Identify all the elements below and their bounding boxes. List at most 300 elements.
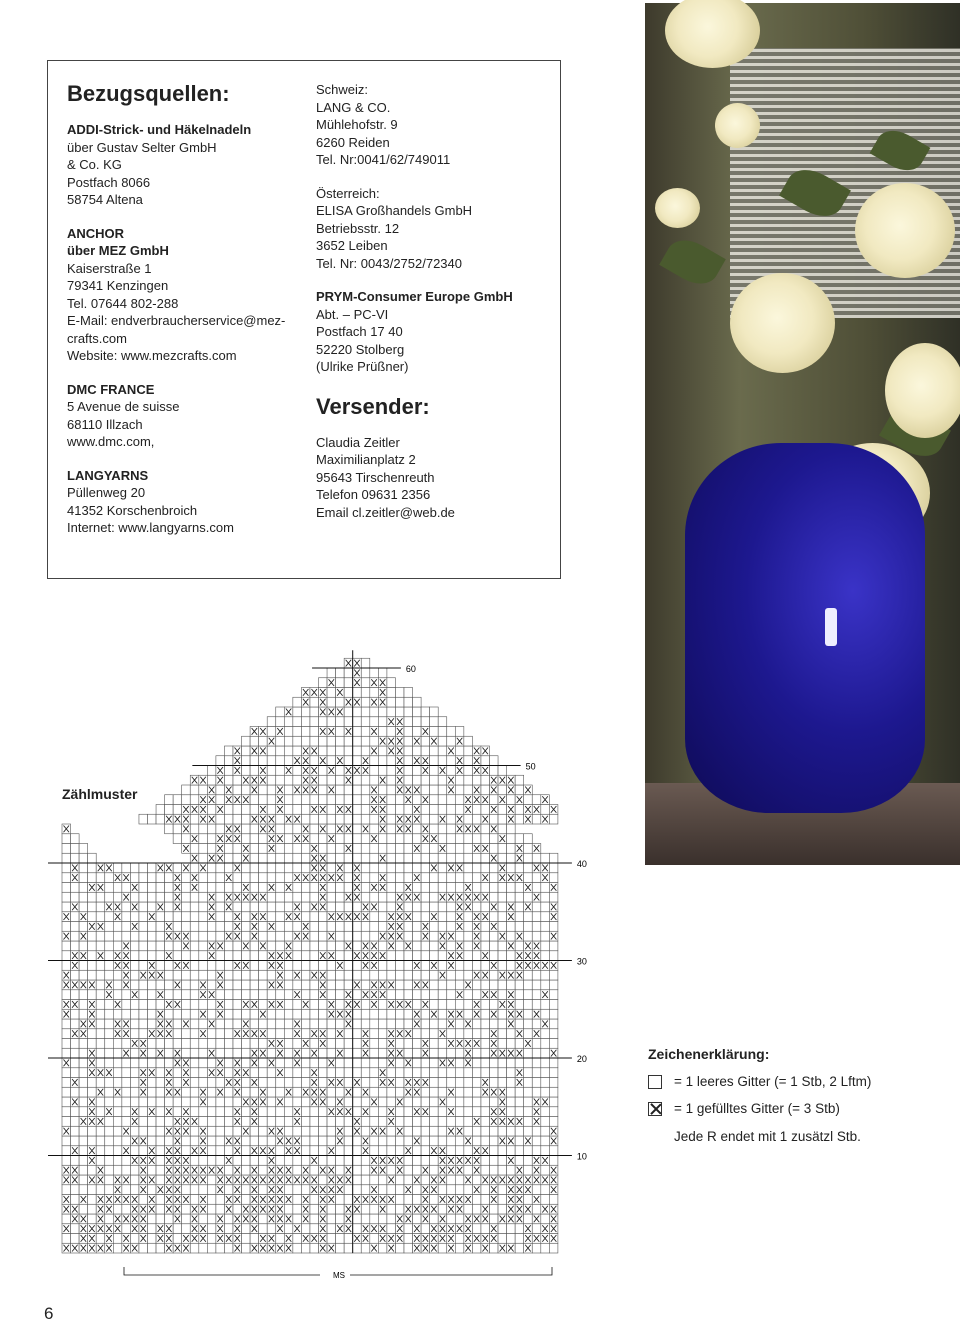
chart-cell bbox=[404, 727, 413, 737]
chart-cell bbox=[541, 1185, 550, 1195]
chart-cell bbox=[113, 922, 122, 932]
chart-cell bbox=[250, 1175, 259, 1185]
filled-cell-mark bbox=[517, 855, 523, 862]
chart-cell bbox=[319, 688, 328, 698]
chart-cell bbox=[156, 1058, 165, 1068]
chart-cell bbox=[378, 814, 387, 824]
chart-cell bbox=[524, 990, 533, 1000]
filled-cell-mark bbox=[175, 874, 181, 881]
chart-cell bbox=[182, 1146, 191, 1156]
chart-cell bbox=[370, 990, 379, 1000]
filled-cell-mark bbox=[252, 1079, 258, 1086]
filled-cell-mark bbox=[525, 1177, 531, 1184]
chart-cell bbox=[421, 912, 430, 922]
chart-cell bbox=[62, 1009, 71, 1019]
chart-cell bbox=[88, 1087, 97, 1097]
chart-cell bbox=[301, 1019, 310, 1029]
filled-cell-mark bbox=[517, 952, 523, 959]
chart-cell bbox=[378, 1107, 387, 1117]
filled-cell-mark bbox=[517, 1206, 523, 1213]
chart-cell bbox=[62, 980, 71, 990]
chart-cell bbox=[310, 1136, 319, 1146]
chart-cell bbox=[276, 1185, 285, 1195]
chart-cell bbox=[378, 1117, 387, 1127]
chart-cell bbox=[481, 814, 490, 824]
filled-cell-mark bbox=[346, 1225, 352, 1232]
chart-cell bbox=[507, 1156, 516, 1166]
chart-cell bbox=[507, 1146, 516, 1156]
filled-cell-mark bbox=[183, 826, 189, 833]
filled-cell-mark bbox=[252, 748, 258, 755]
filled-cell-mark bbox=[183, 1157, 189, 1164]
filled-cell-mark bbox=[465, 1196, 471, 1203]
filled-cell-mark bbox=[286, 816, 292, 823]
chart-cell bbox=[165, 1195, 174, 1205]
filled-cell-mark bbox=[551, 962, 557, 969]
chart-cell bbox=[455, 1224, 464, 1234]
filled-cell-mark bbox=[294, 1147, 300, 1154]
chart-cell bbox=[105, 1048, 114, 1058]
filled-cell-mark bbox=[209, 796, 215, 803]
chart-cell bbox=[224, 970, 233, 980]
chart-cell bbox=[395, 1136, 404, 1146]
supplier-column-left bbox=[67, 61, 307, 553]
address-line: 58754 Altena bbox=[67, 192, 143, 207]
chart-cell bbox=[62, 1087, 71, 1097]
chart-cell bbox=[148, 1224, 157, 1234]
chart-cell bbox=[165, 1019, 174, 1029]
chart-cell bbox=[353, 1019, 362, 1029]
chart-cell bbox=[190, 931, 199, 941]
chart-cell bbox=[395, 736, 404, 746]
filled-cell-mark bbox=[226, 1079, 232, 1086]
filled-cell-mark bbox=[303, 787, 309, 794]
chart-cell bbox=[532, 990, 541, 1000]
chart-cell bbox=[130, 1078, 139, 1088]
chart-cell bbox=[259, 824, 268, 834]
chart-cell bbox=[498, 1097, 507, 1107]
chart-cell bbox=[404, 1175, 413, 1185]
chart-cell bbox=[541, 1214, 550, 1224]
chart-cell bbox=[421, 1204, 430, 1214]
chart-cell bbox=[438, 922, 447, 932]
chart-cell bbox=[190, 863, 199, 873]
chart-cell bbox=[130, 931, 139, 941]
chart-cell bbox=[430, 834, 439, 844]
chart-cell bbox=[207, 775, 216, 785]
chart-cell bbox=[378, 883, 387, 893]
chart-cell bbox=[378, 1146, 387, 1156]
filled-cell-mark bbox=[448, 787, 454, 794]
chart-cell bbox=[216, 912, 225, 922]
rose bbox=[855, 183, 955, 278]
chart-cell bbox=[430, 1243, 439, 1253]
chart-cell bbox=[250, 912, 259, 922]
chart-cell bbox=[190, 834, 199, 844]
chart-cell bbox=[122, 1029, 131, 1039]
chart-cell bbox=[336, 775, 345, 785]
filled-cell-mark bbox=[175, 982, 181, 989]
filled-cell-mark bbox=[363, 826, 369, 833]
chart-cell bbox=[62, 1214, 71, 1224]
filled-cell-mark bbox=[98, 1118, 104, 1125]
chart-cell bbox=[88, 1097, 97, 1107]
chart-cell bbox=[173, 1234, 182, 1244]
filled-cell-mark bbox=[371, 699, 377, 706]
chart-cell bbox=[207, 1204, 216, 1214]
chart-cell bbox=[165, 1058, 174, 1068]
chart-cell bbox=[79, 990, 88, 1000]
chart-cell bbox=[353, 1156, 362, 1166]
chart-cell bbox=[88, 1000, 97, 1010]
filled-cell-mark bbox=[517, 1050, 523, 1057]
chart-cell bbox=[250, 1019, 259, 1029]
filled-cell-mark bbox=[380, 855, 386, 862]
chart-cell bbox=[233, 951, 242, 961]
filled-cell-mark bbox=[277, 1040, 283, 1047]
chart-cell bbox=[242, 961, 251, 971]
filled-cell-mark bbox=[508, 1245, 514, 1252]
chart-cell bbox=[438, 1195, 447, 1205]
filled-cell-mark bbox=[363, 904, 369, 911]
chart-cell bbox=[378, 824, 387, 834]
chart-cell bbox=[173, 970, 182, 980]
filled-cell-mark bbox=[252, 1118, 258, 1125]
chart-cell bbox=[336, 814, 345, 824]
chart-cell bbox=[276, 1000, 285, 1010]
chart-cell bbox=[267, 1107, 276, 1117]
chart-cell bbox=[301, 1087, 310, 1097]
filled-cell-mark bbox=[491, 1011, 497, 1018]
chart-cell bbox=[310, 1039, 319, 1049]
row-label: 30 bbox=[576, 956, 587, 967]
filled-cell-mark bbox=[132, 904, 138, 911]
chart-cell bbox=[233, 1185, 242, 1195]
chart-cell bbox=[395, 990, 404, 1000]
filled-cell-mark bbox=[491, 923, 497, 930]
chart-cell bbox=[139, 1204, 148, 1214]
filled-cell-mark bbox=[380, 679, 386, 686]
chart-cell bbox=[464, 1000, 473, 1010]
chart-cell bbox=[447, 785, 456, 795]
chart-cell bbox=[336, 1126, 345, 1136]
chart-cell bbox=[165, 1146, 174, 1156]
chart-cell bbox=[327, 746, 336, 756]
chart-cell bbox=[327, 1146, 336, 1156]
chart-cell bbox=[455, 970, 464, 980]
chart-cell bbox=[524, 1195, 533, 1205]
chart-cell bbox=[113, 1224, 122, 1234]
filled-cell-mark bbox=[406, 884, 412, 891]
filled-cell-mark bbox=[226, 904, 232, 911]
chart-cell bbox=[301, 1078, 310, 1088]
chart-cell bbox=[319, 746, 328, 756]
chart-cell bbox=[421, 736, 430, 746]
chart-cell bbox=[88, 1195, 97, 1205]
chart-cell bbox=[113, 902, 122, 912]
chart-cell bbox=[71, 1009, 80, 1019]
chart-cell bbox=[113, 1234, 122, 1244]
chart-cell bbox=[370, 766, 379, 776]
chart-cell bbox=[199, 941, 208, 951]
filled-cell-mark bbox=[337, 1108, 343, 1115]
chart-cell bbox=[327, 844, 336, 854]
chart-cell bbox=[301, 1146, 310, 1156]
filled-cell-mark bbox=[397, 728, 403, 735]
chart-cell bbox=[224, 990, 233, 1000]
chart-cell bbox=[336, 1087, 345, 1097]
chart-cell bbox=[387, 980, 396, 990]
chart-cell bbox=[284, 1146, 293, 1156]
filled-cell-mark bbox=[491, 1050, 497, 1057]
chart-cell bbox=[490, 1234, 499, 1244]
filled-cell-mark bbox=[115, 962, 121, 969]
chart-cell bbox=[370, 697, 379, 707]
filled-cell-mark bbox=[482, 874, 488, 881]
chart-cell bbox=[413, 1156, 422, 1166]
chart-cell bbox=[242, 902, 251, 912]
chart-cell bbox=[481, 824, 490, 834]
filled-cell-mark bbox=[329, 835, 335, 842]
chart-cell bbox=[472, 1117, 481, 1127]
chart-cell bbox=[370, 853, 379, 863]
chart-cell bbox=[549, 1097, 558, 1107]
chart-cell bbox=[472, 1068, 481, 1078]
chart-cell bbox=[79, 1185, 88, 1195]
chart-cell bbox=[139, 814, 148, 824]
chart-cell bbox=[447, 814, 456, 824]
filled-cell-mark bbox=[508, 1206, 514, 1213]
chart-cell bbox=[139, 1019, 148, 1029]
chart-cell bbox=[156, 1185, 165, 1195]
chart-cell bbox=[344, 961, 353, 971]
chart-cell bbox=[79, 1117, 88, 1127]
chart-cell bbox=[216, 1068, 225, 1078]
chart-cell bbox=[62, 1204, 71, 1214]
chart-cell bbox=[156, 1136, 165, 1146]
chart-cell bbox=[173, 1204, 182, 1214]
chart-cell bbox=[62, 1097, 71, 1107]
chart-cell bbox=[148, 1087, 157, 1097]
chart-cell bbox=[524, 902, 533, 912]
chart-cell bbox=[336, 1019, 345, 1029]
chart-cell bbox=[455, 853, 464, 863]
chart-cell bbox=[541, 1175, 550, 1185]
chart-cell bbox=[472, 1019, 481, 1029]
chart-cell bbox=[370, 1068, 379, 1078]
chart-cell bbox=[515, 1058, 524, 1068]
filled-cell-mark bbox=[448, 1021, 454, 1028]
chart-cell bbox=[455, 844, 464, 854]
chart-cell bbox=[190, 1175, 199, 1185]
filled-cell-mark bbox=[397, 826, 403, 833]
chart-cell bbox=[224, 1214, 233, 1224]
chart-cell bbox=[336, 1224, 345, 1234]
chart-cell bbox=[156, 970, 165, 980]
filled-cell-mark bbox=[457, 1225, 463, 1232]
filled-cell-mark bbox=[406, 1216, 412, 1223]
filled-cell-mark bbox=[209, 894, 215, 901]
chart-cell bbox=[139, 922, 148, 932]
filled-cell-mark bbox=[183, 1196, 189, 1203]
chart-cell bbox=[404, 1185, 413, 1195]
filled-cell-mark bbox=[414, 845, 420, 852]
filled-cell-mark bbox=[115, 1177, 121, 1184]
chart-cell bbox=[532, 1243, 541, 1253]
chart-cell bbox=[404, 1000, 413, 1010]
chart-cell bbox=[224, 1195, 233, 1205]
filled-cell-mark bbox=[414, 1138, 420, 1145]
filled-cell-mark bbox=[440, 943, 446, 950]
filled-cell-mark bbox=[346, 1011, 352, 1018]
filled-cell-mark bbox=[354, 884, 360, 891]
chart-cell bbox=[122, 1087, 131, 1097]
chart-cell bbox=[293, 756, 302, 766]
chart-cell bbox=[276, 1165, 285, 1175]
supplier-box bbox=[47, 60, 561, 579]
chart-cell bbox=[327, 1195, 336, 1205]
chart-cell bbox=[267, 902, 276, 912]
chart-cell bbox=[310, 717, 319, 727]
chart-cell bbox=[293, 853, 302, 863]
chart-cell bbox=[242, 990, 251, 1000]
filled-cell-mark bbox=[217, 1060, 223, 1067]
chart-cell bbox=[464, 1204, 473, 1214]
filled-cell-mark bbox=[260, 1011, 266, 1018]
chart-cell bbox=[105, 873, 114, 883]
chart-cell bbox=[507, 863, 516, 873]
chart-cell bbox=[353, 970, 362, 980]
chart-cell bbox=[413, 931, 422, 941]
chart-cell bbox=[447, 1243, 456, 1253]
chart-cell bbox=[242, 873, 251, 883]
chart-cell bbox=[430, 1156, 439, 1166]
filled-cell-mark bbox=[414, 894, 420, 901]
chart-cell bbox=[216, 834, 225, 844]
chart-cell bbox=[182, 1068, 191, 1078]
filled-cell-mark bbox=[337, 1128, 343, 1135]
chart-cell bbox=[447, 1029, 456, 1039]
chart-cell bbox=[284, 834, 293, 844]
filled-cell-mark bbox=[64, 1177, 70, 1184]
filled-cell-mark bbox=[277, 806, 283, 813]
chart-cell bbox=[507, 824, 516, 834]
chart-cell bbox=[319, 1146, 328, 1156]
chart-cell bbox=[319, 1097, 328, 1107]
filled-cell-mark bbox=[64, 982, 70, 989]
chart-cell bbox=[242, 814, 251, 824]
filled-cell-mark bbox=[474, 757, 480, 764]
chart-cell bbox=[498, 1195, 507, 1205]
chart-cell bbox=[293, 746, 302, 756]
chart-cell bbox=[79, 1000, 88, 1010]
chart-cell bbox=[224, 1243, 233, 1253]
chart-cell bbox=[79, 1048, 88, 1058]
filled-cell-mark bbox=[448, 1128, 454, 1135]
chart-cell bbox=[507, 922, 516, 932]
filled-cell-mark bbox=[397, 757, 403, 764]
chart-cell bbox=[207, 1039, 216, 1049]
chart-cell bbox=[139, 970, 148, 980]
chart-cell bbox=[319, 1029, 328, 1039]
chart-cell bbox=[387, 1126, 396, 1136]
chart-cell bbox=[216, 1117, 225, 1127]
filled-cell-mark bbox=[311, 1157, 317, 1164]
chart-cell bbox=[413, 1058, 422, 1068]
filled-cell-mark bbox=[320, 1216, 326, 1223]
chart-cell bbox=[190, 980, 199, 990]
chart-cell bbox=[105, 1058, 114, 1068]
address-line: E-Mail: endverbraucherservice@mez- bbox=[67, 313, 286, 328]
filled-cell-mark bbox=[406, 826, 412, 833]
chart-cell bbox=[165, 931, 174, 941]
filled-cell-mark bbox=[363, 1147, 369, 1154]
chart-cell bbox=[481, 902, 490, 912]
filled-cell-mark bbox=[294, 874, 300, 881]
chart-cell bbox=[293, 824, 302, 834]
chart-cell bbox=[447, 1214, 456, 1224]
chart-cell bbox=[353, 824, 362, 834]
chart-cell bbox=[190, 1048, 199, 1058]
filled-cell-mark bbox=[320, 689, 326, 696]
chart-cell bbox=[378, 951, 387, 961]
filled-cell-mark bbox=[183, 1108, 189, 1115]
shipper-line: Email cl.zeitler@web.de bbox=[316, 504, 455, 520]
chart-cell bbox=[455, 834, 464, 844]
chart-cell bbox=[319, 1156, 328, 1166]
chart-cell bbox=[404, 717, 413, 727]
chart-cell bbox=[224, 1224, 233, 1234]
filled-cell-mark bbox=[508, 1186, 514, 1193]
chart-cell bbox=[387, 1097, 396, 1107]
chart-cell bbox=[387, 1048, 396, 1058]
chart-cell bbox=[370, 824, 379, 834]
filled-cell-mark bbox=[371, 1001, 377, 1008]
chart-cell bbox=[404, 1078, 413, 1088]
chart-cell bbox=[361, 941, 370, 951]
filled-cell-mark bbox=[354, 1128, 360, 1135]
chart-cell bbox=[430, 892, 439, 902]
chart-cell bbox=[224, 1039, 233, 1049]
chart-cell bbox=[62, 863, 71, 873]
chart-cell bbox=[387, 727, 396, 737]
chart-cell bbox=[413, 1165, 422, 1175]
filled-cell-mark bbox=[252, 1108, 258, 1115]
filled-cell-mark bbox=[397, 767, 403, 774]
chart-cell bbox=[455, 746, 464, 756]
chart-cell bbox=[259, 931, 268, 941]
chart-cell bbox=[353, 775, 362, 785]
chart-cell bbox=[139, 1068, 148, 1078]
chart-cell bbox=[250, 853, 259, 863]
chart-cell bbox=[455, 1009, 464, 1019]
chart-cell bbox=[413, 1019, 422, 1029]
chart-cell bbox=[464, 951, 473, 961]
chart-cell bbox=[233, 863, 242, 873]
filled-cell-mark bbox=[371, 943, 377, 950]
chart-cell bbox=[79, 1126, 88, 1136]
chart-cell bbox=[71, 1087, 80, 1097]
chart-cell bbox=[549, 1156, 558, 1166]
chart-cell bbox=[370, 1078, 379, 1088]
chart-cell bbox=[430, 1214, 439, 1224]
chart-cell bbox=[395, 1234, 404, 1244]
chart-cell bbox=[96, 951, 105, 961]
chart-cell bbox=[105, 1107, 114, 1117]
filled-cell-mark bbox=[311, 845, 317, 852]
chart-cell bbox=[224, 746, 233, 756]
filled-cell-mark bbox=[346, 845, 352, 852]
